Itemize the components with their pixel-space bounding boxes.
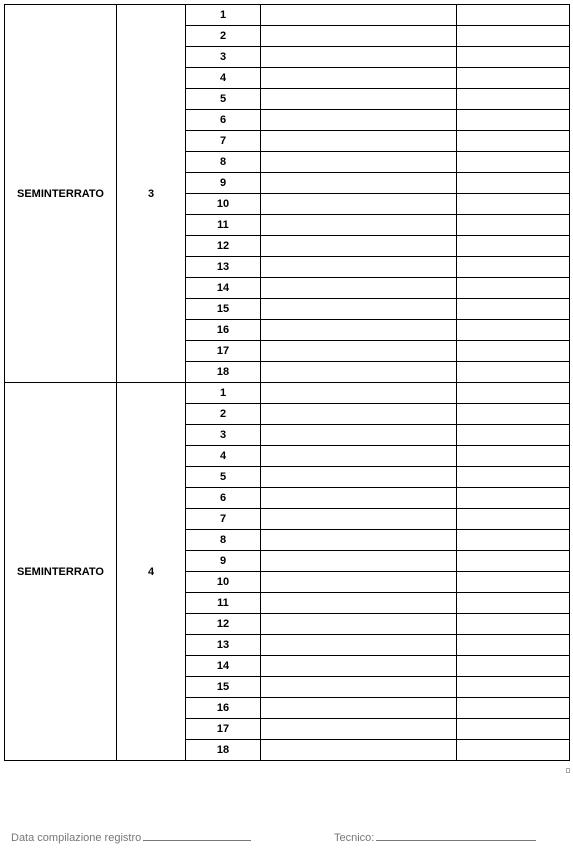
entry-cell[interactable]: [261, 530, 457, 551]
room-number-cell: 16: [186, 320, 261, 341]
entry-cell[interactable]: [261, 635, 457, 656]
date-blank-line[interactable]: [143, 829, 251, 841]
entry-cell[interactable]: [261, 257, 457, 278]
room-number-cell: 3: [186, 47, 261, 68]
entry-cell[interactable]: [261, 488, 457, 509]
entry-cell[interactable]: [261, 404, 457, 425]
room-number-cell: 13: [186, 635, 261, 656]
room-number-cell: 17: [186, 341, 261, 362]
entry-cell[interactable]: [261, 362, 457, 383]
room-number-cell: 13: [186, 257, 261, 278]
group-number-cell: 3: [117, 5, 186, 383]
room-number-cell: 10: [186, 194, 261, 215]
entry-cell[interactable]: [261, 5, 457, 26]
notes-cell[interactable]: [457, 572, 570, 593]
level-cell: SEMINTERRATO: [5, 5, 117, 383]
room-number-cell: 17: [186, 719, 261, 740]
entry-cell[interactable]: [261, 26, 457, 47]
entry-cell[interactable]: [261, 320, 457, 341]
room-number-cell: 16: [186, 698, 261, 719]
room-number-cell: 18: [186, 740, 261, 761]
notes-cell[interactable]: [457, 173, 570, 194]
notes-cell[interactable]: [457, 236, 570, 257]
room-number-cell: 3: [186, 425, 261, 446]
notes-cell[interactable]: [457, 740, 570, 761]
group-number-cell: 4: [117, 383, 186, 761]
entry-cell[interactable]: [261, 299, 457, 320]
notes-cell[interactable]: [457, 656, 570, 677]
entry-cell[interactable]: [261, 614, 457, 635]
technician-field: [334, 829, 536, 844]
entry-cell[interactable]: [261, 47, 457, 68]
room-number-cell: 9: [186, 551, 261, 572]
notes-cell[interactable]: [457, 404, 570, 425]
notes-cell[interactable]: [457, 215, 570, 236]
room-number-cell: 1: [186, 383, 261, 404]
notes-cell[interactable]: [457, 278, 570, 299]
entry-cell[interactable]: [261, 152, 457, 173]
date-label: Data compilazione registro: [11, 832, 142, 844]
notes-cell[interactable]: [457, 614, 570, 635]
notes-cell[interactable]: [457, 299, 570, 320]
notes-cell[interactable]: [457, 698, 570, 719]
entry-cell[interactable]: [261, 236, 457, 257]
notes-cell[interactable]: [457, 467, 570, 488]
notes-cell[interactable]: [457, 47, 570, 68]
notes-cell[interactable]: [457, 425, 570, 446]
entry-cell[interactable]: [261, 740, 457, 761]
notes-cell[interactable]: [457, 446, 570, 467]
room-number-cell: 9: [186, 173, 261, 194]
entry-cell[interactable]: [261, 131, 457, 152]
technician-blank-line[interactable]: [376, 829, 536, 841]
entry-cell[interactable]: [261, 89, 457, 110]
notes-cell[interactable]: [457, 89, 570, 110]
level-cell: SEMINTERRATO: [5, 383, 117, 761]
entry-cell[interactable]: [261, 68, 457, 89]
technician-label: Tecnico:: [334, 832, 375, 844]
entry-cell[interactable]: [261, 572, 457, 593]
notes-cell[interactable]: [457, 509, 570, 530]
entry-cell[interactable]: [261, 698, 457, 719]
room-number-cell: 6: [186, 488, 261, 509]
room-number-cell: 11: [186, 215, 261, 236]
notes-cell[interactable]: [457, 5, 570, 26]
entry-cell[interactable]: [261, 677, 457, 698]
room-number-cell: 4: [186, 68, 261, 89]
room-number-cell: 14: [186, 278, 261, 299]
entry-cell[interactable]: [261, 467, 457, 488]
table-row: [5, 5, 570, 26]
entry-cell[interactable]: [261, 110, 457, 131]
room-number-cell: 1: [186, 5, 261, 26]
entry-cell[interactable]: [261, 383, 457, 404]
notes-cell[interactable]: [457, 110, 570, 131]
register-table: [4, 4, 570, 761]
notes-cell[interactable]: [457, 362, 570, 383]
entry-cell[interactable]: [261, 173, 457, 194]
entry-cell[interactable]: [261, 551, 457, 572]
room-number-cell: 5: [186, 467, 261, 488]
entry-cell[interactable]: [261, 341, 457, 362]
entry-cell[interactable]: [261, 446, 457, 467]
notes-cell[interactable]: [457, 383, 570, 404]
room-number-cell: 7: [186, 509, 261, 530]
notes-cell[interactable]: [457, 68, 570, 89]
room-number-cell: 11: [186, 593, 261, 614]
entry-cell[interactable]: [261, 215, 457, 236]
page-marker: [566, 768, 570, 773]
entry-cell[interactable]: [261, 593, 457, 614]
room-number-cell: 15: [186, 299, 261, 320]
notes-cell[interactable]: [457, 635, 570, 656]
notes-cell[interactable]: [457, 194, 570, 215]
notes-cell[interactable]: [457, 719, 570, 740]
entry-cell[interactable]: [261, 719, 457, 740]
notes-cell[interactable]: [457, 152, 570, 173]
notes-cell[interactable]: [457, 530, 570, 551]
entry-cell[interactable]: [261, 656, 457, 677]
notes-cell[interactable]: [457, 257, 570, 278]
notes-cell[interactable]: [457, 488, 570, 509]
notes-cell[interactable]: [457, 131, 570, 152]
entry-cell[interactable]: [261, 278, 457, 299]
date-field: [11, 829, 251, 844]
notes-cell[interactable]: [457, 677, 570, 698]
room-number-cell: 18: [186, 362, 261, 383]
room-number-cell: 5: [186, 89, 261, 110]
notes-cell[interactable]: [457, 26, 570, 47]
room-number-cell: 4: [186, 446, 261, 467]
entry-cell[interactable]: [261, 194, 457, 215]
room-number-cell: 8: [186, 530, 261, 551]
room-number-cell: 2: [186, 404, 261, 425]
notes-cell[interactable]: [457, 320, 570, 341]
table-row: [5, 383, 570, 404]
entry-cell[interactable]: [261, 425, 457, 446]
room-number-cell: 12: [186, 236, 261, 257]
room-number-cell: 10: [186, 572, 261, 593]
room-number-cell: 6: [186, 110, 261, 131]
room-number-cell: 8: [186, 152, 261, 173]
room-number-cell: 2: [186, 26, 261, 47]
notes-cell[interactable]: [457, 551, 570, 572]
notes-cell[interactable]: [457, 593, 570, 614]
room-number-cell: 7: [186, 131, 261, 152]
room-number-cell: 15: [186, 677, 261, 698]
register-body: [5, 5, 570, 761]
room-number-cell: 14: [186, 656, 261, 677]
entry-cell[interactable]: [261, 509, 457, 530]
room-number-cell: 12: [186, 614, 261, 635]
notes-cell[interactable]: [457, 341, 570, 362]
